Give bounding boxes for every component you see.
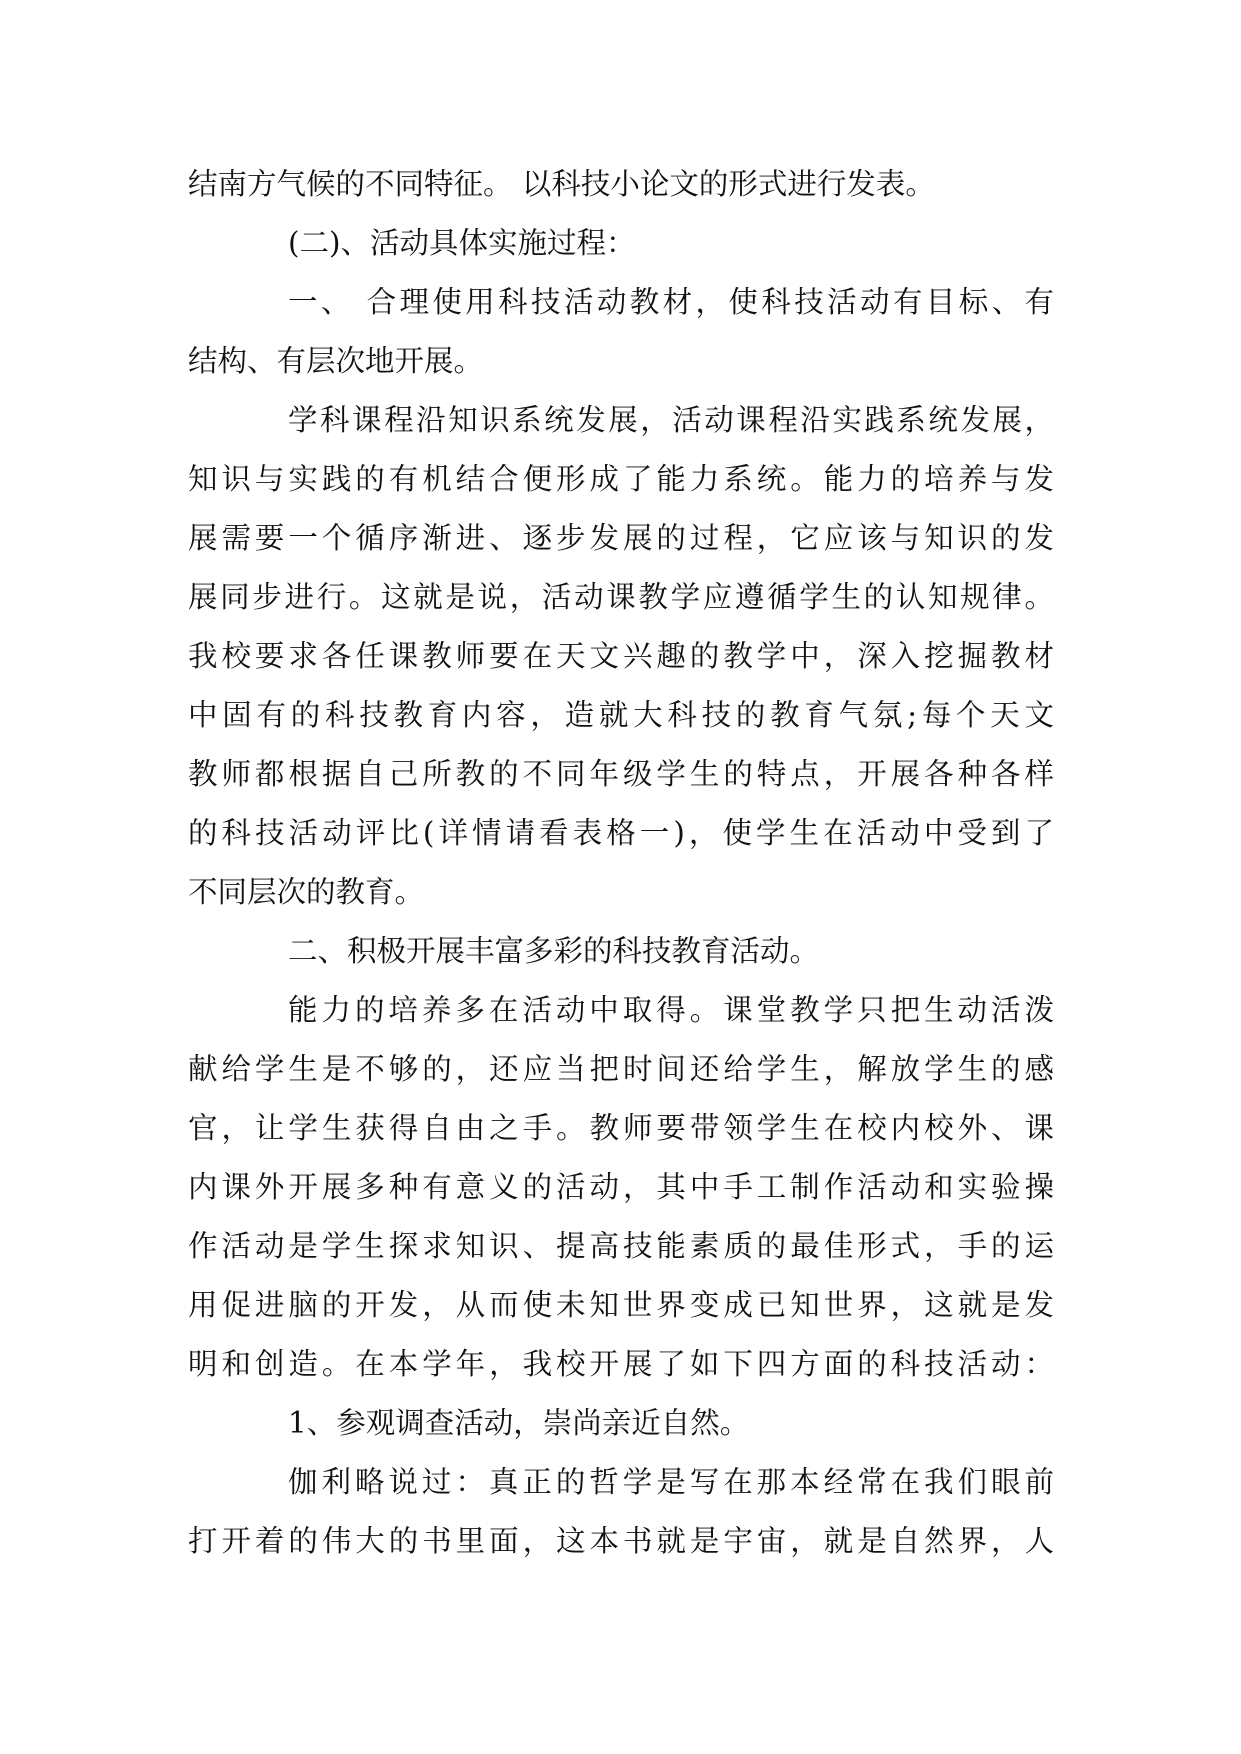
section-heading: 二、积极开展丰富多彩的科技教育活动。 bbox=[288, 934, 820, 968]
text-line: 教师都根据自己所教的不同年级学生的特点，开展各种各样 bbox=[188, 757, 1054, 791]
text-line: 学科课程沿知识系统发展，活动课程沿实践系统发展， bbox=[288, 403, 1054, 437]
text-line: 知识与实践的有机结合便形成了能力系统。能力的培养与发 bbox=[188, 462, 1054, 496]
text-line: 内课外开展多种有意义的活动，其中手工制作活动和实验操 bbox=[188, 1170, 1054, 1204]
text-line: 展需要一个循序渐进、逐步发展的过程，它应该与知识的发 bbox=[188, 521, 1054, 555]
text-line: 作活动是学生探求知识、提高技能素质的最佳形式，手的运 bbox=[188, 1229, 1054, 1263]
section-heading: 一、 合理使用科技活动教材，使科技活动有目标、有 bbox=[288, 285, 1054, 319]
text-line: 献给学生是不够的，还应当把时间还给学生，解放学生的感 bbox=[188, 1052, 1054, 1086]
text-line: 我校要求各任课教师要在天文兴趣的教学中，深入挖掘教材 bbox=[188, 639, 1054, 673]
text-line: 官，让学生获得自由之手。教师要带领学生在校内校外、课 bbox=[188, 1111, 1054, 1145]
text-line: 能力的培养多在活动中取得。课堂教学只把生动活泼 bbox=[288, 993, 1054, 1027]
text-line: 伽利略说过：真正的哲学是写在那本经常在我们眼前 bbox=[288, 1465, 1054, 1499]
text-line: 展同步进行。这就是说，活动课教学应遵循学生的认知规律。 bbox=[188, 580, 1054, 614]
body-text bbox=[188, 155, 1054, 1571]
text-line: 中固有的科技教育内容，造就大科技的教育气氛;每个天文 bbox=[188, 698, 1054, 732]
text-line: 不同层次的教育。 bbox=[188, 875, 425, 909]
text-line: 的科技活动评比(详情请看表格一)，使学生在活动中受到了 bbox=[188, 816, 1054, 850]
section-heading: 1、参观调查活动，崇尚亲近自然。 bbox=[288, 1406, 750, 1440]
text-line: 用促进脑的开发，从而使未知世界变成已知世界，这就是发 bbox=[188, 1288, 1054, 1322]
text-line: 明和创造。在本学年，我校开展了如下四方面的科技活动： bbox=[188, 1347, 1054, 1381]
text-line: 打开着的伟大的书里面，这本书就是宇宙，就是自然界，人 bbox=[188, 1524, 1054, 1558]
section-heading: (二)、活动具体实施过程： bbox=[288, 226, 636, 260]
text-line: 结南方气候的不同特征。 以科技小论文的形式进行发表。 bbox=[188, 167, 935, 201]
text-line: 结构、有层次地开展。 bbox=[188, 344, 484, 378]
